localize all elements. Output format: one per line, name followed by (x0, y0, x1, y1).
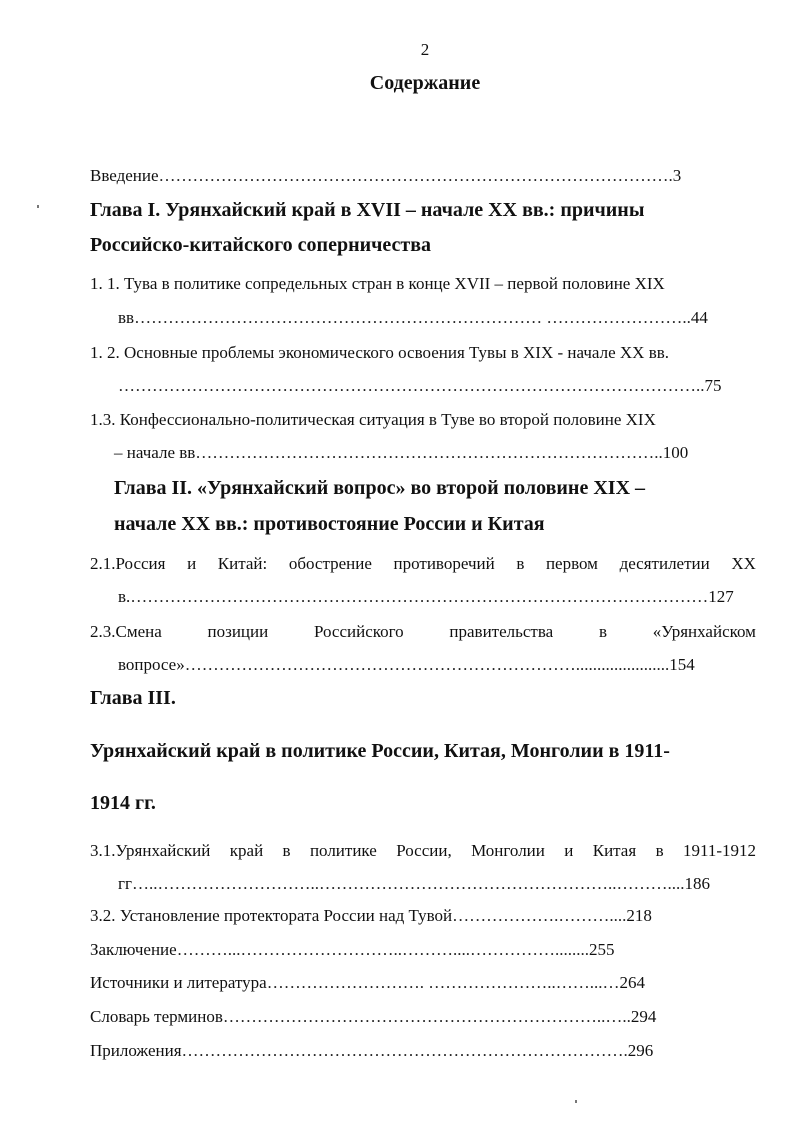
chapter-3-heading-line1: Глава III. (90, 687, 176, 709)
toc-page-number: 3 (672, 166, 682, 185)
chapter-1-heading-line2: Российско-китайского соперничества (90, 234, 432, 256)
toc-entry-appendix (90, 1041, 653, 1061)
toc-word: 2.3.Смена (90, 622, 162, 641)
toc-entry-title: 3.2. Установление протектората России над Тувой (90, 906, 453, 925)
toc-entry-2-3-line2 (118, 655, 695, 675)
toc-word: 1911-1912 (682, 841, 756, 860)
page-title: Содержание (369, 72, 481, 94)
chapter-3-heading-line3: 1914 гг. (90, 792, 156, 814)
toc-entry-title: Приложения (90, 1041, 182, 1060)
toc-word: в (598, 622, 607, 641)
toc-word: позиции (207, 622, 269, 641)
toc-leader-dots: ………………………. …………………..……...… (266, 973, 620, 992)
toc-entry-sources (90, 973, 645, 993)
toc-word: первом (545, 554, 598, 573)
toc-entry-title: Словарь терминов (90, 1007, 223, 1026)
toc-word: России, (396, 841, 452, 860)
scan-speck (575, 1100, 577, 1103)
toc-word: 3.1.Урянхайский (90, 841, 211, 860)
scan-speck (37, 205, 39, 208)
toc-page-number: 186 (684, 874, 710, 893)
toc-leader-dots: ……………………………………………………………… …………………….. (134, 308, 691, 327)
toc-leader-dots: ……………………………………………………………………. (181, 1041, 628, 1060)
toc-leader-dots: ………………………………………………………………………………. (158, 166, 673, 185)
toc-page-number: 264 (619, 973, 645, 992)
toc-entry-title: Заключение (90, 940, 177, 959)
toc-leader-dots: ………………………………………………………………………………………….. (118, 376, 705, 395)
toc-entry-3-1-line2 (118, 874, 710, 894)
toc-entry-2-1-line1 (90, 554, 756, 574)
toc-word: 2.1.Россия (90, 554, 166, 573)
toc-page-number: 154 (669, 655, 695, 674)
toc-page-number: 296 (627, 1041, 654, 1060)
toc-word: правительства (449, 622, 554, 641)
toc-leader-dots: …………………………………………………………..….. (222, 1007, 631, 1026)
toc-entry-glossary (90, 1007, 656, 1027)
toc-page-number: 218 (626, 906, 652, 925)
toc-entry-1-3-line2 (114, 443, 688, 463)
toc-word: противоречий (393, 554, 495, 573)
toc-entry-1-1-line1: 1. 1. Тува в политике сопредельных стран в конце XVII – первой половине XIX (90, 274, 665, 293)
toc-word: XX (731, 554, 756, 573)
toc-page-number: 294 (630, 1007, 657, 1026)
toc-entry-2-3-line1 (90, 622, 756, 642)
toc-entry-2-1-line2 (118, 587, 734, 607)
toc-entry-title: гг (118, 874, 132, 893)
toc-word: и (187, 554, 197, 573)
toc-entry-title: вв (118, 308, 135, 327)
toc-word: Китая (592, 841, 637, 860)
toc-page-number: 127 (708, 587, 734, 606)
toc-leader-dots: ………...………………………..………....……………........ (176, 940, 589, 959)
chapter-3-heading-line2: Урянхайский край в политике России, Китая, Монголии в 1911- (90, 740, 670, 762)
toc-word: край (229, 841, 264, 860)
toc-entry-title: Введение (90, 166, 159, 185)
toc-page-number: 44 (690, 308, 708, 327)
toc-leader-dots: ……………….……….... (452, 906, 627, 925)
chapter-2-heading-line1: Глава II. «Урянхайский вопрос» во второй половине XIX – (114, 477, 646, 499)
toc-word: «Урянхайском (652, 622, 756, 641)
toc-entry-intro (90, 166, 681, 186)
toc-page-number: 255 (588, 940, 615, 959)
toc-entry-1-1-line2 (118, 308, 708, 328)
toc-word: обострение (288, 554, 372, 573)
toc-page-number: 100 (662, 443, 689, 462)
toc-word: Китай: (217, 554, 268, 573)
toc-entry-title: – начале вв (114, 443, 196, 462)
toc-word: десятилетии (619, 554, 710, 573)
toc-entry-1-3-line1: 1.3. Конфессионально-политическая ситуация в Туве во второй половине XIX (90, 410, 656, 429)
toc-word: Российского (313, 622, 404, 641)
toc-page-number: 75 (704, 376, 722, 395)
toc-entry-conclusion (90, 940, 614, 960)
toc-entry-1-2-line1: 1. 2. Основные проблемы экономического освоения Тувы в XIX - начале XX вв. (90, 343, 670, 362)
chapter-1-heading-line1: Глава I. Урянхайский край в XVII – начале XX вв.: причины (90, 199, 645, 221)
toc-entry-1-2-line2 (118, 376, 722, 396)
toc-entry-title: вопросе» (118, 655, 185, 674)
toc-word: Монголии (471, 841, 545, 860)
toc-leader-dots: ……………………………………………………………………….. (195, 443, 663, 462)
chapter-2-heading-line2: начале XX вв.: противостояние России и Китая (114, 513, 545, 535)
toc-word: в (282, 841, 291, 860)
toc-leader-dots: ………………………………………………………………………………………… (130, 587, 709, 606)
toc-leader-dots: …..………………………..……………………………………………..……….... (131, 874, 685, 893)
toc-word: и (564, 841, 574, 860)
toc-entry-title: в. (118, 587, 131, 606)
toc-entry-3-2 (90, 906, 652, 926)
toc-leader-dots: ……………………………………………………………...................... (184, 655, 670, 674)
toc-entry-3-1-line1 (90, 841, 756, 861)
toc-word: в (516, 554, 525, 573)
toc-word: политике (309, 841, 377, 860)
page-number: 2 (420, 40, 430, 59)
toc-word: в (655, 841, 664, 860)
toc-entry-title: Источники и литература (90, 973, 267, 992)
